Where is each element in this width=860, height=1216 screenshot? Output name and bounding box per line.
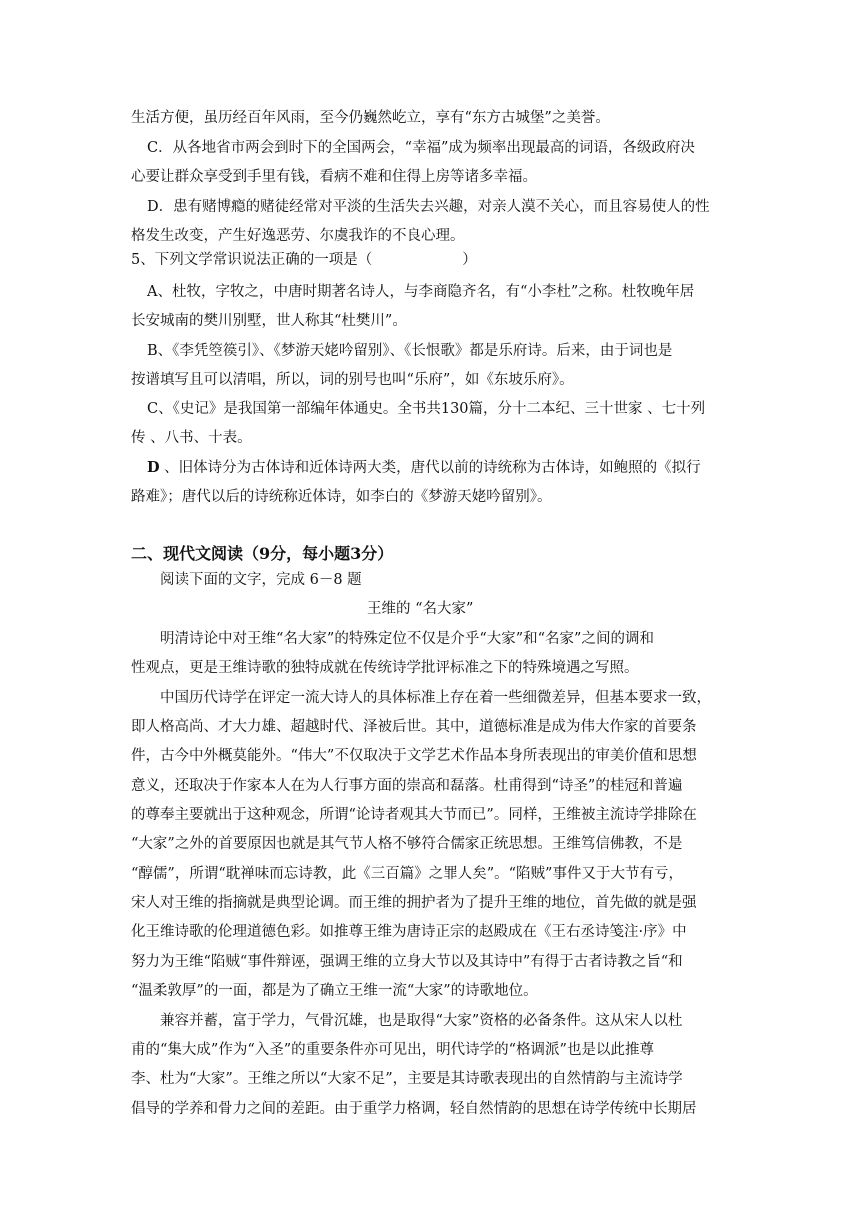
text-line: 格发生改变，产生好逸恶劳、尔虞我诈的不良心理。: [131, 228, 465, 244]
text-line: 心要让群众享受到手里有钱，看病不难和住得上房等诸多幸福。: [131, 169, 537, 185]
paragraph-line: 倡导的学养和骨力之间的差距。由于重学力格调，轻自然情韵的思想在诗学传统中长期居: [131, 1101, 697, 1117]
option-b-line: B、《李凭箜篌引》、《梦游天姥吟留别》、《长恨歌》都是乐府诗。后来，由于词也是: [147, 343, 673, 359]
text-line: 路难》；唐代以后的诗统称近体诗，如李白的《梦游天姥吟留别》。: [131, 489, 552, 505]
text-line: 长安城南的樊川别墅，世人称其“杜樊川”。: [131, 313, 407, 329]
paragraph-line: 明清诗论中对王维“名大家”的特殊定位不仅是介乎“大家”和“名家”之间的调和: [160, 631, 654, 647]
paragraph-line: 性观点，更是王维诗歌的独特成就在传统诗学批评标准之下的特殊境遇之写照。: [131, 660, 639, 676]
option-a-line: A、杜牧，字牧之，中唐时期著名诗人，与李商隐齐名，有“小李杜”之称。杜牧晚年居: [147, 284, 695, 300]
option-d-line: [147, 458, 701, 478]
paragraph-line: 意义，还取决于作家本人在为人行事方面的崇高和磊落。杜甫得到“诗圣”的桂冠和普遍: [131, 778, 683, 794]
paragraph-line: 的尊奉主要就出于这种观念，所谓“论诗者观其大节而已”。同样，王维被主流诗学排除在: [131, 807, 697, 823]
question-5-close: ）: [462, 252, 477, 268]
option-d-text: 、旧体诗分为古体诗和近体诗两大类，唐代以前的诗统称为古体诗，如鲍照的《拟行: [159, 460, 701, 476]
question-5-text: 5、下列文学常识说法: [131, 252, 271, 268]
text-line: 按谱填写且可以清唱，所以，词的别号也叫“乐府”，如《东坡乐府》。: [131, 372, 574, 388]
article-title: 王维的 “名大家”: [367, 601, 474, 617]
paragraph-line: 化王维诗歌的伦理道德色彩。如推尊王维为唐诗正宗的赵殿成在《王右丞诗笺注·序》中: [131, 924, 687, 940]
paragraph-line: 即人格高尚、才大力雄、超越时代、泽被后世。其中，道德标准是成为伟大作家的首要条: [131, 719, 697, 735]
question-5-text-2: 确的一项是（: [285, 252, 373, 268]
option-d-line: D．患有赌博瘾的赌徒经常对平淡的生活失去兴趣，对亲人漠不关心，而且容易使人的性: [147, 199, 710, 215]
paragraph-line: “醇儒”，所谓“耽禅味而忘诗教，此《三百篇》之罪人矣”。“陷贼”事件又于大节有亏，: [131, 866, 683, 882]
paragraph-line: 中国历代诗学在评定一流大诗人的具体标准上存在着一些细微差异，但基本要求一致，: [160, 690, 711, 706]
option-c-line: C．从各地省市两会到时下的全国两会，“幸福”成为频率出现最高的词语，各级政府决: [147, 140, 695, 156]
paragraph-line: “大家”之外的首要原因也就是其气节人格不够符合儒家正统思想。王维笃信佛教，不是: [131, 836, 683, 852]
emphasis-char: 正: [270, 252, 286, 268]
option-d-label: D: [147, 459, 160, 476]
text-line: 生活方便，虽历经百年风雨，至今仍巍然屹立，享有“东方古城堡”之美誉。: [131, 110, 610, 126]
paragraph-line: “温柔敦厚”的一面，都是为了确立王维一流“大家”的诗歌地位。: [131, 983, 538, 999]
section-heading: 二、现代文阅读（9分，每小题3分）: [131, 544, 394, 563]
paragraph-line: 宋人对王维的指摘就是典型论调。而王维的拥护者为了提升王维的地位，首先做的就是强: [131, 895, 697, 911]
option-c-line: C、《史记》是我国第一部编年体通史。全书共130篇，分十二本纪、三十世家 、七十列: [147, 401, 706, 417]
paragraph-line: 兼容并蓄，富于学力，气骨沉雄，也是取得“大家”资格的必备条件。这从宋人以杜: [160, 1013, 683, 1029]
instruction: 阅读下面的文字，完成 6－8 题: [160, 572, 362, 588]
paragraph-line: 甫的“集大成”作为“入圣”的重要条件亦可见出，明代诗学的“格调派”也是以此推尊: [131, 1042, 654, 1058]
paragraph-line: 努力为王维“陷贼“事件辩诬，强调王维的立身大节以及其诗中”有得于古者诗教之旨“和: [131, 954, 683, 970]
text-line: 传 、八书、十表。: [131, 430, 252, 446]
question-5: [131, 250, 477, 270]
paragraph-line: 件，古今中外概莫能外。“伟大”不仅取决于文学艺术作品本身所表现出的审美价值和思想: [131, 748, 697, 764]
paragraph-line: 李、杜为“大家”。王维之所以“大家不足”，主要是其诗歌表现出的自然情韵与主流诗学: [131, 1071, 683, 1087]
